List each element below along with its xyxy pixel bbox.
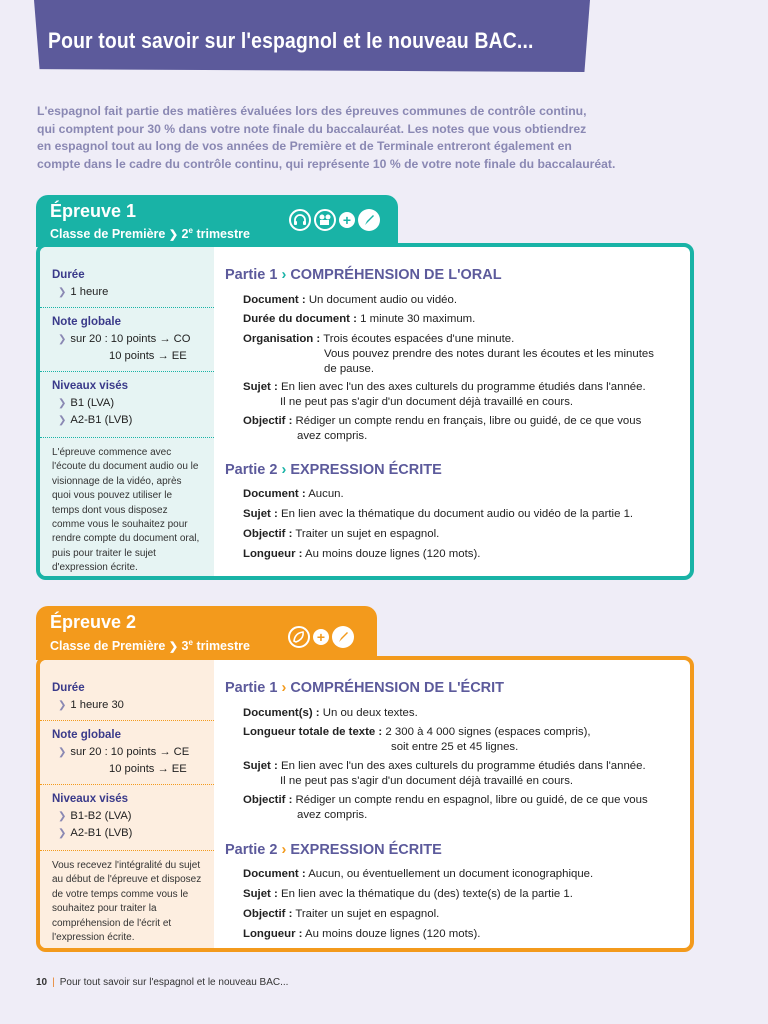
epreuve-1-box [36,243,694,580]
partie-1-heading [225,267,502,283]
intro-line: L'espagnol fait partie des matières évaluées lors des épreuves communes de contrôle continu, [37,104,587,118]
footer-separator: | [52,977,55,988]
row-key: Sujet : [243,888,278,900]
epreuve-2-title: Épreuve 2 [50,612,137,632]
epreuve-2-subtitle [50,638,250,653]
row-value: soit entre 25 et 45 lignes. [391,741,519,753]
row-value: Vous pouvez prendre des notes durant les écoutes et les minutes [324,348,654,360]
plus-icon: + [339,212,355,228]
row-value: En lien avec l'un des axes culturels du programme étudiés dans l'année. [280,760,646,772]
row-value: avez compris. [297,430,368,442]
row-value: Aucun, ou éventuellement un document iconographique. [308,868,594,880]
chevron-right-icon: ❯ [168,641,179,654]
row-key: Durée du document : [243,313,357,325]
row-value: 2 300 à 4 000 signes (espaces compris), [385,726,591,738]
row-value: En lien avec l'un des axes culturels du programme étudiés dans l'année. [280,381,646,393]
niveaux-label: Niveaux visés [52,793,129,805]
partie-number: Partie 1 [225,680,278,696]
row-value: Au moins douze lignes (120 mots). [305,548,481,560]
row-value: Un ou deux textes. [322,707,418,719]
chevron-right-icon: ❯ [58,398,67,409]
trimestre-number: 2 [181,227,189,242]
row-value: Rédiger un compte rendu en français, libre ou guidé, de ce que vous [295,415,642,427]
epreuve-1-tab [36,195,398,247]
partie-1-heading [225,680,504,696]
chevron-right-icon: ❯ [168,229,179,242]
class-label: Classe de Première [50,639,166,654]
epreuve-2-sidebar [40,660,214,948]
row-key: Sujet : [243,760,278,772]
partie-title: EXPRESSION ÉCRITE [290,842,442,858]
pen-icon [332,626,354,648]
chevron-right-icon: ❯ [58,828,67,839]
note-globale-label: Note globale [52,729,122,741]
chevron-right-icon: ❯ [58,747,67,758]
row-key: Longueur totale de texte : [243,726,383,738]
trimestre-sup: e [188,226,193,235]
epreuve-1-sidebar [40,247,214,576]
row-value: Il ne peut pas s'agir d'un document déjà travaillé en cours. [280,775,574,787]
epreuve-2-note: Vous recevez l'intégralité du sujet au début de l'épreuve et disposez de votre temps comme vous le souhaitez pour traiter la compréhension de l'écrit et l'expression écrite. [52,860,202,944]
row-key: Document : [243,868,306,880]
partie-title: EXPRESSION ÉCRITE [290,462,442,478]
video-icon [314,209,336,231]
intro-paragraph [37,103,677,173]
row-value: Aucun. [308,488,344,500]
row-value: Rédiger un compte rendu en espagnol, libre ou guidé, de ce que vous [295,794,648,806]
row-value: 1 minute 30 maximum. [360,313,476,325]
epreuve-1-note: L'épreuve commence avec l'écoute du document audio ou le visionnage de la vidéo, après quoi vous pouvez utiliser le temps dont vous disposez comme vous le souhaitez pour rendre compte du document oral, puis pour traiter le sujet d'expression écrite. [52,447,200,574]
niveau-2: A2-B1 (LVB) [70,414,133,426]
epreuve-1-subtitle [50,226,250,241]
headphones-icon [289,209,311,231]
partie-number: Partie 2 [225,842,278,858]
row-value: Un document audio ou vidéo. [308,294,458,306]
duree-label: Durée [52,682,85,694]
partie-number: Partie 2 [225,462,278,478]
epreuve-2-icons [288,626,354,648]
row-value: En lien avec la thématique du (des) texte(s) de la partie 1. [280,888,573,900]
row-value: Au moins douze lignes (120 mots). [305,928,481,940]
row-key: Document(s) : [243,707,320,719]
duree-label: Durée [52,269,85,281]
partie-title: COMPRÉHENSION DE L'ÉCRIT [290,680,505,696]
intro-line: compte dans le cadre du contrôle continu, qui représente 10 % de votre note finale du baccalauréat. [37,156,616,171]
note-line-1: sur 20 : 10 points → CO [70,333,191,345]
partie-2-heading [225,462,442,478]
row-key: Sujet : [243,381,278,393]
row-key: Objectif : [243,415,293,427]
row-value: En lien avec la thématique du document audio ou vidéo de la partie 1. [280,508,634,520]
partie-number: Partie 1 [225,267,278,283]
chevron-right-icon: ❯ [58,287,67,298]
row-key: Document : [243,294,306,306]
row-key: Organisation : [243,333,321,345]
niveaux-label: Niveaux visés [52,380,129,392]
note-line-2: 10 points → EE [109,350,187,362]
row-value: Trois écoutes espacées d'une minute. [323,333,515,345]
row-key: Longueur : [243,928,303,940]
chevron-right-icon: › [281,680,287,696]
row-value: de pause. [324,363,375,375]
trimestre-label: trimestre [196,639,250,654]
epreuve-1-icons [289,209,380,231]
chevron-right-icon: ❯ [58,415,67,426]
row-key: Longueur : [243,548,303,560]
plus-icon: + [313,629,329,645]
epreuve-2-tab [36,606,377,660]
trimestre-number: 3 [181,639,189,654]
note-line-2: 10 points → EE [109,763,187,775]
row-value: Traiter un sujet en espagnol. [295,908,440,920]
page-title: Pour tout savoir sur l'espagnol et le nouveau BAC... [48,28,534,53]
intro-line: qui comptent pour 30 % dans votre note finale du baccalauréat. Les notes que vous obtiendrez [37,121,587,136]
class-label: Classe de Première [50,227,166,242]
row-key: Objectif : [243,794,293,806]
niveau-1: B1 (LVA) [70,397,115,409]
duree-value: 1 heure 30 [70,699,124,711]
row-value: avez compris. [297,809,368,821]
partie-2-heading [225,842,442,858]
trimestre-sup: e [188,638,193,647]
epreuve-2-box [36,656,694,952]
chevron-right-icon: › [281,267,287,283]
row-value: Il ne peut pas s'agir d'un document déjà travaillé en cours. [280,396,574,408]
chevron-right-icon: › [281,842,287,858]
partie-title: COMPRÉHENSION DE L'ORAL [290,267,502,283]
intro-line: en espagnol tout au long de vos années de Première et de Terminale entreront également en [37,139,572,154]
chevron-right-icon: › [281,462,287,478]
reading-icon [288,626,310,648]
note-globale-label: Note globale [52,316,122,328]
row-key: Objectif : [243,908,293,920]
pen-icon [358,209,380,231]
note-line-1: sur 20 : 10 points → CE [70,746,190,758]
row-value: Traiter un sujet en espagnol. [295,528,440,540]
row-key: Objectif : [243,528,293,540]
footer-text: Pour tout savoir sur l'espagnol et le nouveau BAC... [59,977,289,988]
epreuve-1-title: Épreuve 1 [50,201,137,221]
trimestre-label: trimestre [196,227,250,242]
chevron-right-icon: ❯ [58,700,67,711]
page-number: 10 [36,977,48,988]
duree-value: 1 heure [70,286,109,298]
page-footer [36,977,288,988]
niveau-2: A2-B1 (LVB) [70,827,133,839]
niveau-1: B1-B2 (LVA) [70,810,132,822]
chevron-right-icon: ❯ [58,334,67,345]
row-key: Sujet : [243,508,278,520]
chevron-right-icon: ❯ [58,811,67,822]
row-key: Document : [243,488,306,500]
